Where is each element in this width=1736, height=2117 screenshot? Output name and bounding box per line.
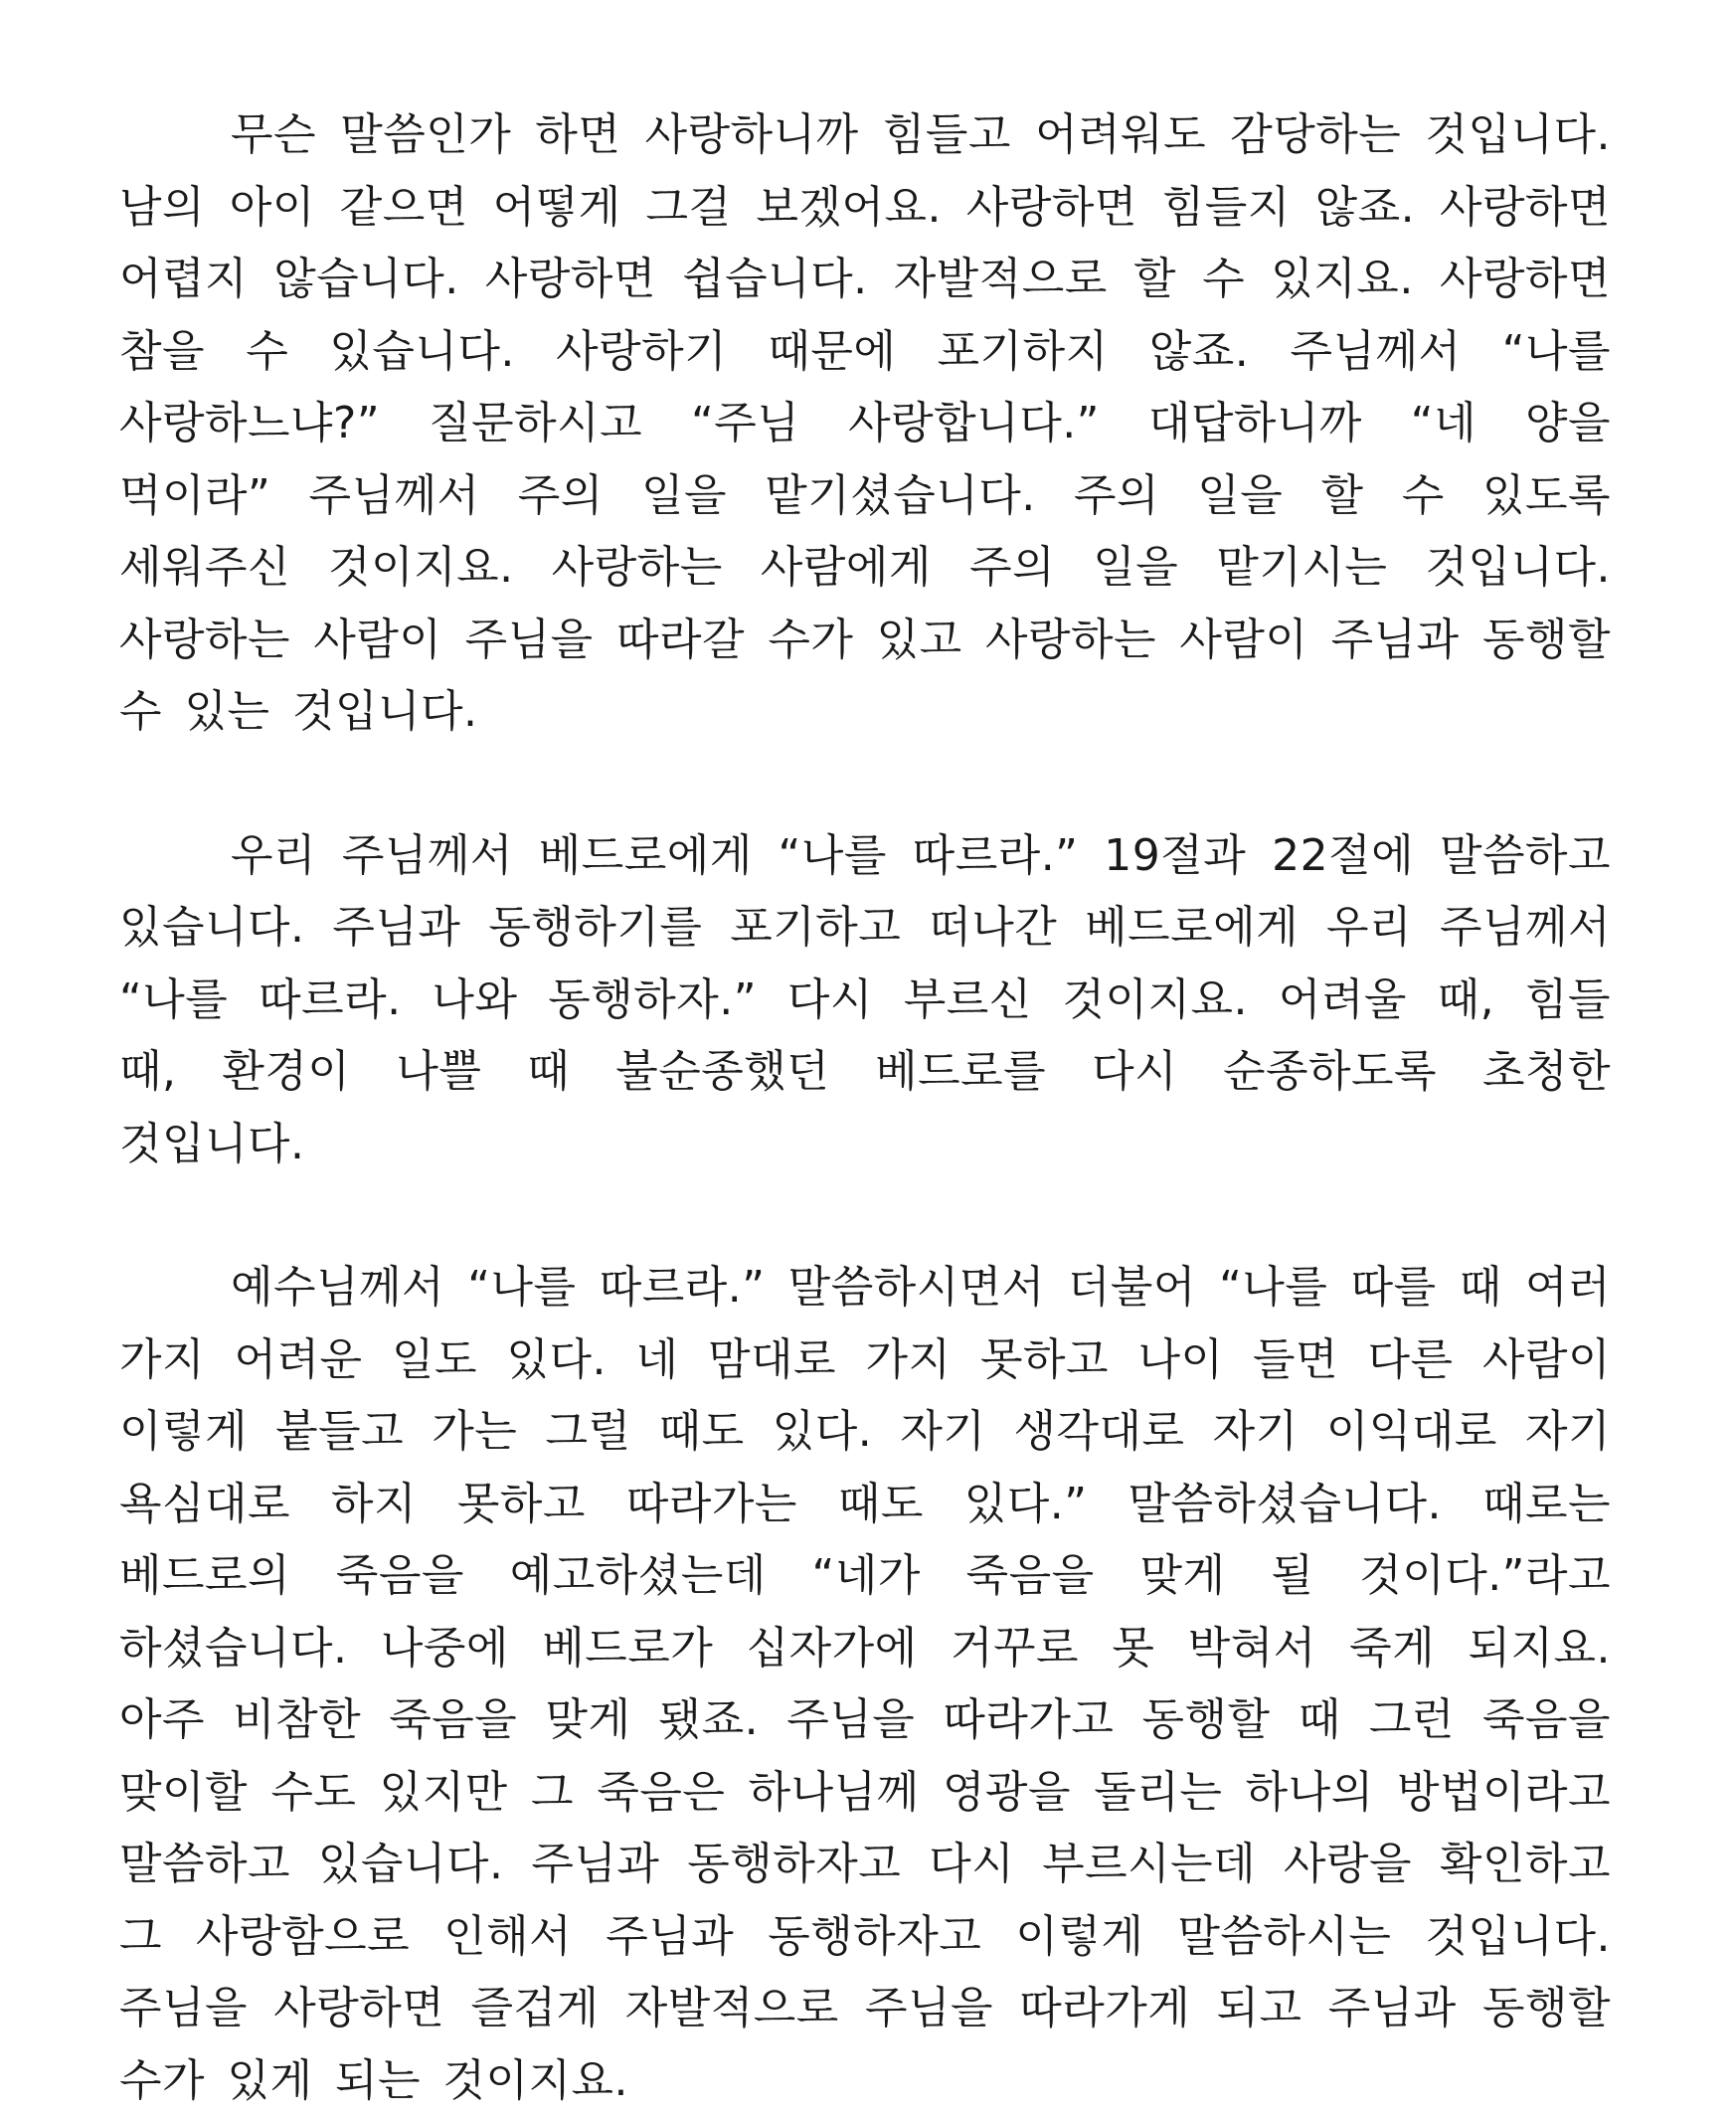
paragraph-2: 우리 주님께서 베드로에게 “나를 따르라.” 19절과 22절에 말씀하고 있습니다. 주님과 동행하기를 포기하고 떠나간 베드로에게 우리 주님께서 “나를 따르라. 나와 동행하자.” 다시 부르신 것이지요. 어려울 때, 힘들 때, 환경이 나쁠 때 불순종했던 베드로를 다시 순종하도록 초청한 것입니다. xyxy=(119,829,1611,1169)
paragraph-1: 무슨 말씀인가 하면 사랑하니까 힘들고 어려워도 감당하는 것입니다. 남의 아이 같으면 어떻게 그걸 보겠어요. 사랑하면 힘들지 않죠. 사랑하면 어렵지 않습니다. 사랑하면 쉽습니다. 자발적으로 할 수 있지요. 사랑하면 참을 수 있습니다. 사랑하기 때문에 포기하지 않죠. 주님께서 “나를 사랑하느냐?” 질문하시고 “주님 사랑합니다.” 대답하니까 “네 양을 먹이라” 주님께서 주의 일을 맡기셨습니다. 주의 일을 할 수 있도록 세워주신 것이지요. 사랑하는 사람에게 주의 일을 맡기시는 것입니다. 사랑하는 사람이 주님을 따라갈 수가 있고 사랑하는 사람이 주님과 동행할 수 있는 것입니다. xyxy=(119,109,1612,737)
paragraph-3: 예수님께서 “나를 따르라.” 말씀하시면서 더불어 “나를 따를 때 여러 가지 어려운 일도 있다. 네 맘대로 가지 못하고 나이 들면 다른 사람이 이렇게 붙들고 가는 그럴 때도 있다. 자기 생각대로 자기 이익대로 자기 욕심대로 하지 못하고 따라가는 때도 있다.” 말씀하셨습니다. 때로는 베드로의 죽음을 예고하셨는데 “네가 죽음을 맞게 될 것이다.”라고 하셨습니다. 나중에 베드로가 십자가에 거꾸로 못 박혀서 죽게 되지요. 아주 비참한 죽음을 맞게 됐죠. 주님을 따라가고 동행할 때 그런 죽음을 맞이할 수도 있지만 그 죽음은 하나님께 영광을 돌리는 하나의 방법이라고 말씀하고 있습니다. 주님과 동행하자고 다시 부르시는데 사랑을 확인하고 그 사랑함으로 인해서 주님과 동행하자고 이렇게 말씀하시는 것입니다. 주님을 사랑하면 즐겁게 자발적으로 주님을 따라가게 되고 주님과 동행할 수가 있게 되는 것이지요. xyxy=(119,1262,1611,2106)
document-page xyxy=(119,99,1611,2117)
